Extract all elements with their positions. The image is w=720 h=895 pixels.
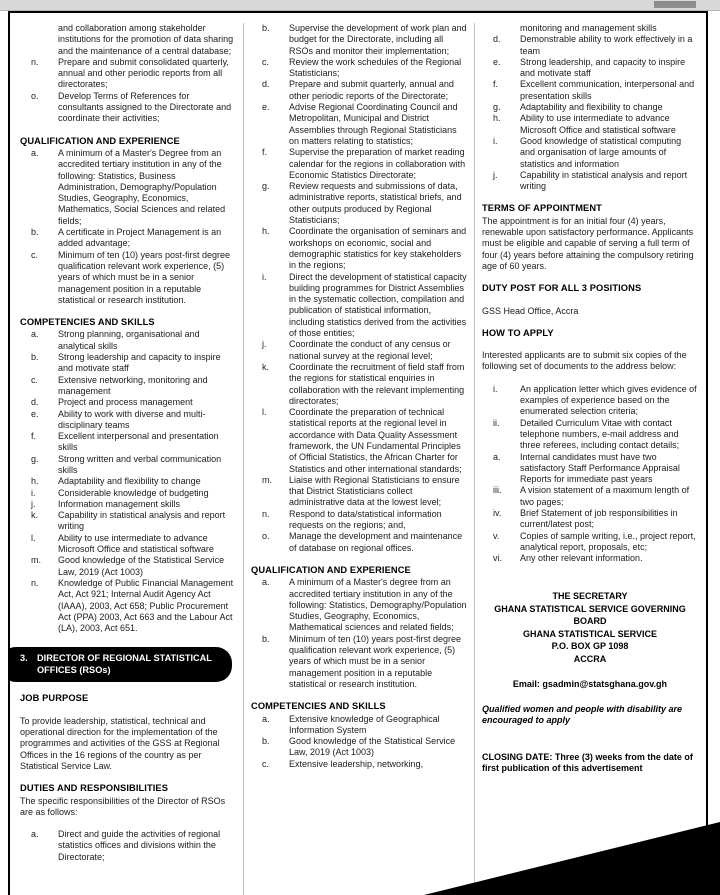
list-item	[251, 57, 467, 80]
list-item	[482, 418, 698, 452]
list-item-marker: e.	[262, 102, 270, 113]
list-item-marker: f.	[31, 431, 37, 442]
list-item	[20, 91, 236, 125]
list-item-text: Review the work schedules of the Regional Statisticians;	[289, 56, 462, 79]
list-item-text: A minimum of a Master's degree from an accredited tertiary institution in any of the following: Statistics, Demography/Population Studies, Geography, Economics, Mathematical sciences and related fields;	[289, 577, 467, 633]
list-item	[251, 181, 467, 226]
list-item-marker: c.	[31, 374, 39, 385]
list-item	[20, 499, 236, 510]
list-item	[251, 407, 467, 475]
list-item-text: Review requests and submissions of data, administrative reports, statistical briefs, and other outputs produced by Regional Statisticians;	[289, 181, 462, 226]
list-item-marker: n.	[31, 56, 39, 67]
list-item-marker: o.	[262, 531, 270, 542]
section-heading: COMPETENCIES AND SKILLS	[20, 317, 155, 328]
list-block	[20, 148, 236, 306]
list-item-text: Good knowledge of statistical computing and organisation of large amounts of statistics and information	[520, 135, 682, 169]
list-item-text: Considerable knowledge of budgeting	[58, 487, 209, 498]
list-item-marker: i.	[262, 271, 267, 282]
list-item	[20, 352, 236, 375]
list-item	[251, 147, 467, 181]
list-item-marker: i.	[493, 135, 498, 146]
list-item-text: Develop Terms of References for consultants assigned to the Directorate and coordinate their activities;	[58, 90, 232, 124]
list-item-marker: b.	[31, 352, 39, 363]
address-line: GHANA STATISTICAL SERVICE GOVERNING BOARD	[494, 603, 686, 627]
list-item-text: Adaptability and flexibility to change	[520, 102, 663, 113]
list-item	[20, 409, 236, 432]
list-item-text: Direct the development of statistical capacity building programmes for District Assemblies in the systematic collection, compilation and publication of statistical information, including statistics derived from the activities of those entities;	[289, 271, 467, 339]
list-item-text: Detailed Curriculum Vitae with contact telephone numbers, e-mail address and three referees, including contact details;	[520, 417, 680, 451]
list-item-marker: i.	[493, 383, 498, 394]
list-item-marker: b.	[262, 736, 270, 747]
list-item	[20, 397, 236, 408]
list-item-marker: l.	[31, 532, 36, 543]
list-item-marker: g.	[493, 102, 501, 113]
list-item-marker: e.	[31, 408, 39, 419]
list-item-marker: a.	[262, 713, 270, 724]
list-item-marker: j.	[31, 498, 36, 509]
address-line: ACCRA	[573, 653, 607, 664]
address-line: P.O. BOX GP 1098	[551, 641, 629, 652]
list-item	[482, 553, 698, 564]
list-item	[251, 339, 467, 362]
list-item-text: A minimum of a Master's Degree from an accredited tertiary institution in any of the following: Statistics, Business Administration, Demography/Population Studies, Geography, Economics, Mathematics, Social Sciences and related fields;	[58, 147, 226, 226]
section-heading: JOB PURPOSE	[20, 693, 89, 704]
list-item-marker: e.	[493, 56, 501, 67]
list-item	[20, 454, 236, 477]
list-item-marker: k.	[31, 510, 39, 521]
list-item	[251, 577, 467, 633]
list-item	[20, 488, 236, 499]
list-item-text: Supervise the development of work plan and budget for the Directorate, including all RSOs and monitor their implementation;	[289, 23, 467, 56]
list-item	[482, 384, 698, 418]
list-item-text: An application letter which gives evidence of examples of experience based on the enumerated selection criteria;	[520, 383, 697, 417]
list-item-text: Excellent communication, interpersonal and presentation skills	[520, 79, 695, 101]
list-item	[482, 102, 698, 113]
list-item-marker: d.	[262, 79, 270, 90]
list-item-marker: vi.	[493, 553, 502, 564]
list-item	[251, 531, 467, 554]
list-item	[20, 578, 236, 634]
list-item	[20, 148, 236, 227]
list-block	[251, 714, 467, 770]
list-item	[482, 113, 698, 136]
list-item	[482, 57, 698, 80]
list-block	[251, 23, 467, 554]
list-item	[251, 634, 467, 690]
list-item-marker: l.	[262, 407, 267, 418]
list-item-text: Extensive knowledge of Geographical Information System	[289, 713, 440, 735]
paragraph: Interested applicants are to submit six copies of the following set of documents to the address below:	[482, 350, 687, 372]
section-heading: QUALIFICATION AND EXPERIENCE	[20, 135, 180, 146]
list-item	[20, 375, 236, 398]
list-item-marker: m.	[262, 474, 272, 485]
list-item-marker: a.	[493, 451, 501, 462]
list-item	[251, 79, 467, 102]
list-item-marker: d.	[493, 34, 501, 45]
list-item	[251, 272, 467, 340]
list-item-marker: a.	[262, 577, 270, 588]
list-block	[251, 577, 467, 690]
list-item-text: Information management skills	[58, 498, 181, 509]
list-item-text: Internal candidates must have two satisfactory Staff Performance Appraisal Reports for immediate past years	[520, 451, 680, 485]
list-item-text: Coordinate the conduct of any census or national survey at the regional level;	[289, 339, 451, 361]
section-heading: DUTIES AND RESPONSIBILITIES	[20, 783, 169, 794]
section-heading: QUALIFICATION AND EXPERIENCE	[251, 564, 411, 575]
list-item-text: Minimum of ten (10) years post-first degree qualification relevant work experience, (5) years of which must be in a senior management position in a reputable statistical or research institution.	[289, 633, 462, 689]
list-item	[20, 227, 236, 250]
list-item	[251, 23, 467, 57]
list-item-text: Project and process management	[58, 397, 193, 408]
list-item-marker: iii.	[493, 485, 502, 496]
list-item-marker: k.	[262, 361, 270, 372]
closing-date: CLOSING DATE: Three (3) weeks from the date of first publication of this advertisement	[482, 751, 693, 773]
list-item	[482, 452, 698, 486]
list-block	[20, 57, 236, 125]
list-item-text: Capability in statistical analysis and report writing	[520, 169, 688, 192]
column-middle	[251, 23, 467, 895]
list-item-marker: j.	[493, 169, 498, 180]
list-item	[251, 736, 467, 759]
paragraph: GSS Head Office, Accra	[482, 305, 579, 316]
list-item	[20, 329, 236, 352]
list-item	[20, 829, 236, 863]
continuation-text: and collaboration among stakeholder institutions for the promotion of data sharing and the maintenance of a central database;	[58, 23, 234, 56]
list-block	[20, 329, 236, 634]
address-block	[482, 590, 698, 665]
list-item	[251, 714, 467, 737]
list-item-text: Ability to use intermediate to advance Microsoft Office and statistical software	[58, 532, 214, 555]
list-item-text: Extensive leadership, networking,	[289, 758, 424, 769]
list-item-text: Knowledge of Public Financial Management Act, Act 921; Internal Audit Agency Act (IAAA), 2003, Act 658; Public Procurement Act (PPA) 2003, Act 663 and the Labour Act (LA), 2003, Act 651.	[58, 577, 234, 634]
list-item-marker: ii.	[493, 417, 500, 428]
list-item-text: Advise Regional Coordinating Council and Metropolitan, Municipal and District Assemblies through Regional Statisticians on matters relating to statistics;	[289, 102, 458, 146]
column-divider	[474, 23, 475, 895]
top-strip	[0, 0, 720, 11]
list-item-marker: a.	[31, 829, 39, 840]
list-item	[20, 57, 236, 91]
list-item-marker: h.	[262, 226, 270, 237]
list-item-text: Copies of sample writing, i.e., project report, analytical report, proposals, etc;	[520, 530, 696, 552]
list-item-text: Strong leadership, and capacity to inspire and motivate staff	[520, 56, 686, 79]
column-divider	[243, 23, 244, 895]
list-item	[482, 531, 698, 554]
badge-title: DIRECTOR OF REGIONAL STATISTICAL OFFICES (RSOs)	[37, 653, 212, 676]
list-item	[482, 79, 698, 102]
list-item-text: Brief Statement of job responsibilities in current/latest post;	[520, 507, 678, 530]
list-item	[20, 476, 236, 487]
scrollbar-fragment[interactable]	[654, 1, 696, 8]
list-item-text: Coordinate the recruitment of field staff from the regions for statistical enquiries in collaboration with the relevant implementing directorates;	[289, 361, 465, 406]
section-heading: HOW TO APPLY	[482, 327, 554, 338]
list-item-text: Demonstrable ability to work effectively in a team	[520, 34, 693, 56]
list-item-marker: c.	[262, 56, 270, 67]
list-item	[20, 250, 236, 306]
list-item-text: Extensive networking, monitoring and management	[58, 374, 208, 396]
list-item	[20, 431, 236, 454]
advert-page	[8, 11, 708, 895]
list-item-text: Good knowledge of the Statistical Service Law, 2019 (Act 1003)	[289, 736, 456, 758]
list-item-text: Coordinate the preparation of technical statistical reports at the regional level in accordance with Data Quality Assessment framework, the UN Fundamental Principles of Official Statistics, the African Charter for Statistics and other international standards;	[289, 407, 462, 474]
list-item-marker: h.	[493, 113, 501, 124]
paragraph: The appointment is for an initial four (4) years, renewable upon satisfactory performance. Applicants must be eligible and capable of serving a full term of four (4) years before attaining the compulsory retiring age of 60 years.	[482, 215, 694, 271]
list-item-text: Coordinate the organisation of seminars and workshops on economic, social and demographic statistics for key stakeholders in the regions;	[289, 226, 467, 271]
list-item	[251, 509, 467, 532]
email-line: Email: gsadmin@statsghana.gov.gh	[512, 679, 668, 690]
list-item-text: Good knowledge of the Statistical Service Law, 2019 (Act 1003)	[58, 555, 225, 577]
equal-opportunity-note: Qualified women and people with disability are encouraged to apply	[482, 703, 683, 726]
list-item-text: Ability to use intermediate to advance Microsoft Office and statistical software	[520, 113, 676, 135]
badge-number: 3.	[20, 653, 28, 664]
list-item-text: Ability to work with diverse and multi-disciplinary teams	[58, 408, 206, 430]
continuation-text: monitoring and management skills	[520, 23, 657, 33]
list-item-text: Manage the development and maintenance of database on regional offices.	[289, 531, 463, 553]
list-item	[251, 226, 467, 271]
list-item	[20, 533, 236, 556]
list-item-text: A certificate in Project Management is an added advantage;	[58, 227, 222, 249]
list-item-marker: b.	[31, 227, 39, 238]
list-item	[482, 170, 698, 193]
column-left	[20, 23, 236, 895]
list-item	[251, 362, 467, 407]
list-block	[482, 34, 698, 192]
list-item-marker: n.	[31, 577, 39, 588]
list-item	[20, 510, 236, 533]
list-item-marker: b.	[262, 633, 270, 644]
list-item	[251, 475, 467, 509]
list-item-marker: a.	[31, 147, 39, 158]
list-item-marker: f.	[262, 147, 268, 158]
list-item-marker: i.	[31, 487, 36, 498]
list-item	[482, 485, 698, 508]
list-block	[482, 384, 698, 565]
address-line: THE SECRETARY	[552, 591, 628, 602]
list-item-text: Adaptability and flexibility to change	[58, 476, 201, 487]
job-title-badge	[8, 647, 232, 682]
list-item-marker: b.	[262, 23, 270, 33]
list-item-text: Strong leadership and capacity to inspire and motivate staff	[58, 352, 221, 374]
list-block	[20, 829, 236, 863]
list-item-text: Respond to data/statistical information requests on the regions; and,	[289, 508, 442, 531]
list-item-text: Strong planning, organisational and analytical skills	[58, 329, 200, 351]
list-item-marker: g.	[31, 453, 39, 464]
list-item	[251, 759, 467, 770]
list-item-marker: f.	[493, 79, 499, 90]
list-item-text: Any other relevant information.	[520, 553, 643, 564]
list-item-marker: g.	[262, 181, 270, 192]
address-block	[482, 678, 698, 691]
list-item-marker: m.	[31, 555, 41, 566]
list-item-marker: n.	[262, 508, 270, 519]
list-item-text: A vision statement of a maximum length of two pages;	[520, 485, 690, 507]
list-item-text: Strong written and verbal communication skills	[58, 453, 222, 475]
list-item-marker: o.	[31, 90, 39, 101]
section-heading: DUTY POST FOR ALL 3 POSITIONS	[482, 283, 642, 294]
list-item-marker: h.	[31, 476, 39, 487]
list-item-text: Supervise the preparation of market reading calendar for the regions in collaboration with Economic Statistics Directorate;	[289, 147, 466, 180]
section-heading: COMPETENCIES AND SKILLS	[251, 701, 386, 712]
list-item-text: Direct and guide the activities of regional statistics offices and divisions within the Directorate;	[58, 829, 221, 862]
list-item-marker: j.	[262, 339, 267, 350]
list-item-marker: a.	[31, 329, 39, 340]
section-heading: TERMS OF APPOINTMENT	[482, 203, 602, 214]
list-item-marker: v.	[493, 530, 500, 541]
list-item	[482, 508, 698, 531]
address-line: GHANA STATISTICAL SERVICE	[522, 628, 657, 639]
list-item	[251, 102, 467, 147]
paragraph: The specific responsibilities of the Director of RSOs are as follows:	[20, 795, 226, 817]
list-item-text: Capability in statistical analysis and report writing	[58, 510, 226, 532]
list-item-marker: c.	[31, 249, 39, 260]
list-item	[482, 34, 698, 57]
list-item-text: Minimum of ten (10) years post-first degree qualification relevant work experience, (5) years of which must be in a senior management position in a reputable statistical or research institution.	[58, 249, 231, 305]
list-item	[482, 136, 698, 170]
paragraph: To provide leadership, statistical, technical and operational direction for the implementation of the programmes and activities of the GSS at Regional Offices in the 16 regions of the country as per Statistical Service Law.	[20, 715, 220, 771]
list-item-text: Prepare and submit consolidated quarterly, annual and other periodic reports from all directorates;	[58, 56, 229, 90]
list-item	[20, 555, 236, 578]
list-item-marker: d.	[31, 397, 39, 408]
list-item-marker: c.	[262, 758, 270, 769]
list-item-text: Liaise with Regional Statisticians to ensure that District Statisticians collect administrative data at the lowest level;	[289, 474, 460, 508]
column-right	[482, 23, 698, 895]
list-item-marker: iv.	[493, 507, 502, 518]
list-item-text: Excellent interpersonal and presentation skills	[58, 431, 219, 453]
list-item-text: Prepare and submit quarterly, annual and other periodic reports of the Directorate;	[289, 79, 454, 101]
